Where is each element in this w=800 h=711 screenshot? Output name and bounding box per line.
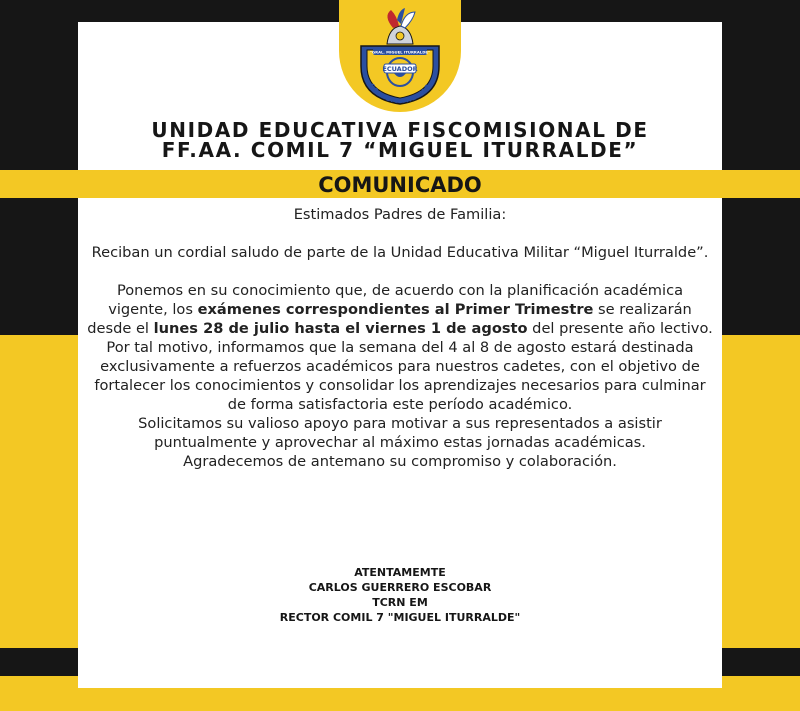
- signature-closing: ATENTAMEMTE: [354, 566, 446, 579]
- greeting: Estimados Padres de Familia:: [293, 206, 507, 223]
- comunicado-heading: COMUNICADO: [318, 173, 482, 197]
- school-title: [78, 120, 722, 160]
- paragraph-exams-text-b: se realizarán desde el: [87, 301, 692, 337]
- seal-top-text: "GRAL. MIGUEL ITURRALDE": [370, 49, 430, 55]
- paragraph-support: Solicitamos su valioso apoyo para motivar a sus representados a asistir puntualmente y aprovechar al máximo estas jornadas académicas.: [138, 415, 662, 451]
- signature-name: CARLOS GUERRERO ESCOBAR: [308, 581, 492, 594]
- paragraph-greeting: Reciban un cordial saludo de parte de la Unidad Educativa Militar “Miguel Iturralde”.: [91, 244, 709, 261]
- school-seal-icon: [353, 6, 447, 106]
- paragraph-reinforcement: Por tal motivo, informamos que la semana del 4 al 8 de agosto estará destinada exclusivamente a refuerzos académicos para nuestros cadetes, con el objetivo de fortalecer los conocimientos y consolidar los aprendizajes necesarios para culminar de forma satisfactoria este período académico.: [94, 339, 706, 413]
- school-title-line-1: UNIDAD EDUCATIVA FISCOMISIONAL DE: [151, 118, 649, 142]
- paragraph-exams: [86, 281, 714, 338]
- paragraph-thanks: Agradecemos de antemano su compromiso y colaboración.: [183, 453, 617, 470]
- letter-body: [86, 205, 714, 471]
- school-title-line-2: FF.AA. COMIL 7 “MIGUEL ITURRALDE”: [161, 138, 639, 162]
- seal-banner: ECUADOR: [382, 65, 418, 73]
- paragraph-exams-bold-b: lunes 28 de julio hasta el viernes 1 de agosto: [153, 320, 528, 337]
- signature-block: [78, 565, 722, 625]
- signature-rank: TCRN EM: [372, 596, 428, 609]
- seal-bottom-text: COLEGIO MILITAR: [367, 82, 433, 106]
- paragraph-exams-text-c: del presente año lectivo.: [527, 320, 713, 337]
- paragraph-exams-text-a: Ponemos en su conocimiento que, de acuerdo con la planificación académica vigente, los: [108, 282, 684, 318]
- paragraph-exams-bold-a: exámenes correspondientes al Primer Trimestre: [197, 301, 594, 318]
- signature-role: RECTOR COMIL 7 "MIGUEL ITURRALDE": [279, 611, 521, 624]
